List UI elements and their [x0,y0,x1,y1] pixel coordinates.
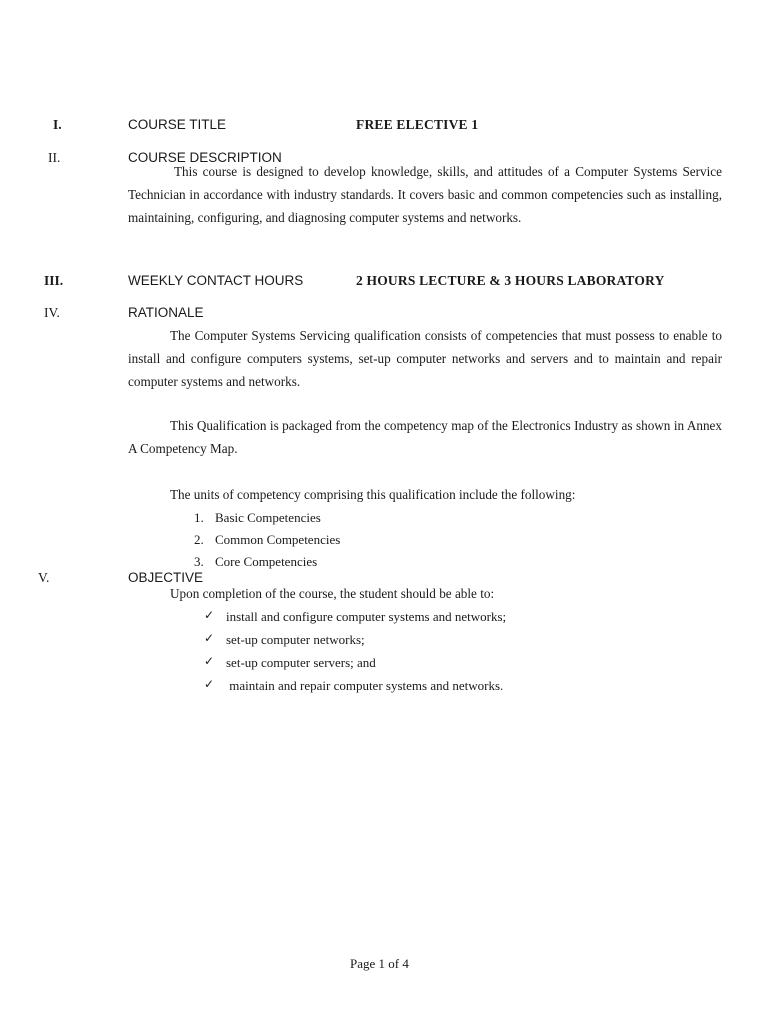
check-mark-icon: ✓ [204,677,215,691]
section-numeral-i: I. [53,117,62,132]
list-item-number: 1. [194,510,204,525]
section-numeral-v: V. [38,570,50,585]
weekly-contact-hours-heading: WEEKLY CONTACT HOURS [128,273,304,288]
check-mark-icon: ✓ [204,654,215,668]
course-title-heading: COURSE TITLE [128,117,227,132]
course-description-heading: COURSE DESCRIPTION [128,150,282,165]
list-item-text: Basic Competencies [215,510,321,525]
list-item-text: Core Competencies [215,554,318,569]
weekly-contact-hours-value: 2 HOURS LECTURE & 3 HOURS LABORATORY [356,273,665,288]
objective-intro: Upon completion of the course, the student should be able to: [170,586,495,601]
course-title-value: FREE ELECTIVE 1 [356,117,479,132]
section-numeral-iv: IV. [44,305,60,320]
rationale-paragraph-3: The units of competency comprising this qualification include the following: [170,487,576,502]
objective-item-text: maintain and repair computer systems and networks. [226,678,504,693]
section-numeral-iii: III. [44,273,64,288]
rationale-paragraph-1: The Computer Systems Servicing qualification consists of competencies that must possess to enable to install and configure computers systems, set-up computer networks and servers and to maintain and repair computer systems and networks. [128,328,722,389]
rationale-paragraph-2: This Qualification is packaged from the competency map of the Electronics Industry as shown in Annex A Competency Map. [128,418,722,456]
course-description-text: This course is designed to develop knowledge, skills, and attitudes of a Computer Systems Service Technician in accordance with industry standards. It covers basic and common competencies such as installing, maintaining, configuring, and diagnosing computer systems and networks. [128,164,722,225]
check-mark-icon: ✓ [204,608,215,622]
objective-heading: OBJECTIVE [128,570,204,585]
objective-item-text: set-up computer networks; [226,632,365,647]
list-item-number: 2. [194,532,204,547]
list-item-text: Common Competencies [215,532,341,547]
page-number: Page 1 of 4 [350,956,409,971]
objective-item-text: install and configure computer systems and networks; [226,609,507,624]
check-mark-icon: ✓ [204,631,215,645]
objective-item-text: set-up computer servers; and [226,655,376,670]
list-item-number: 3. [194,554,204,569]
section-numeral-ii: II. [48,150,61,165]
rationale-heading: RATIONALE [128,305,204,320]
